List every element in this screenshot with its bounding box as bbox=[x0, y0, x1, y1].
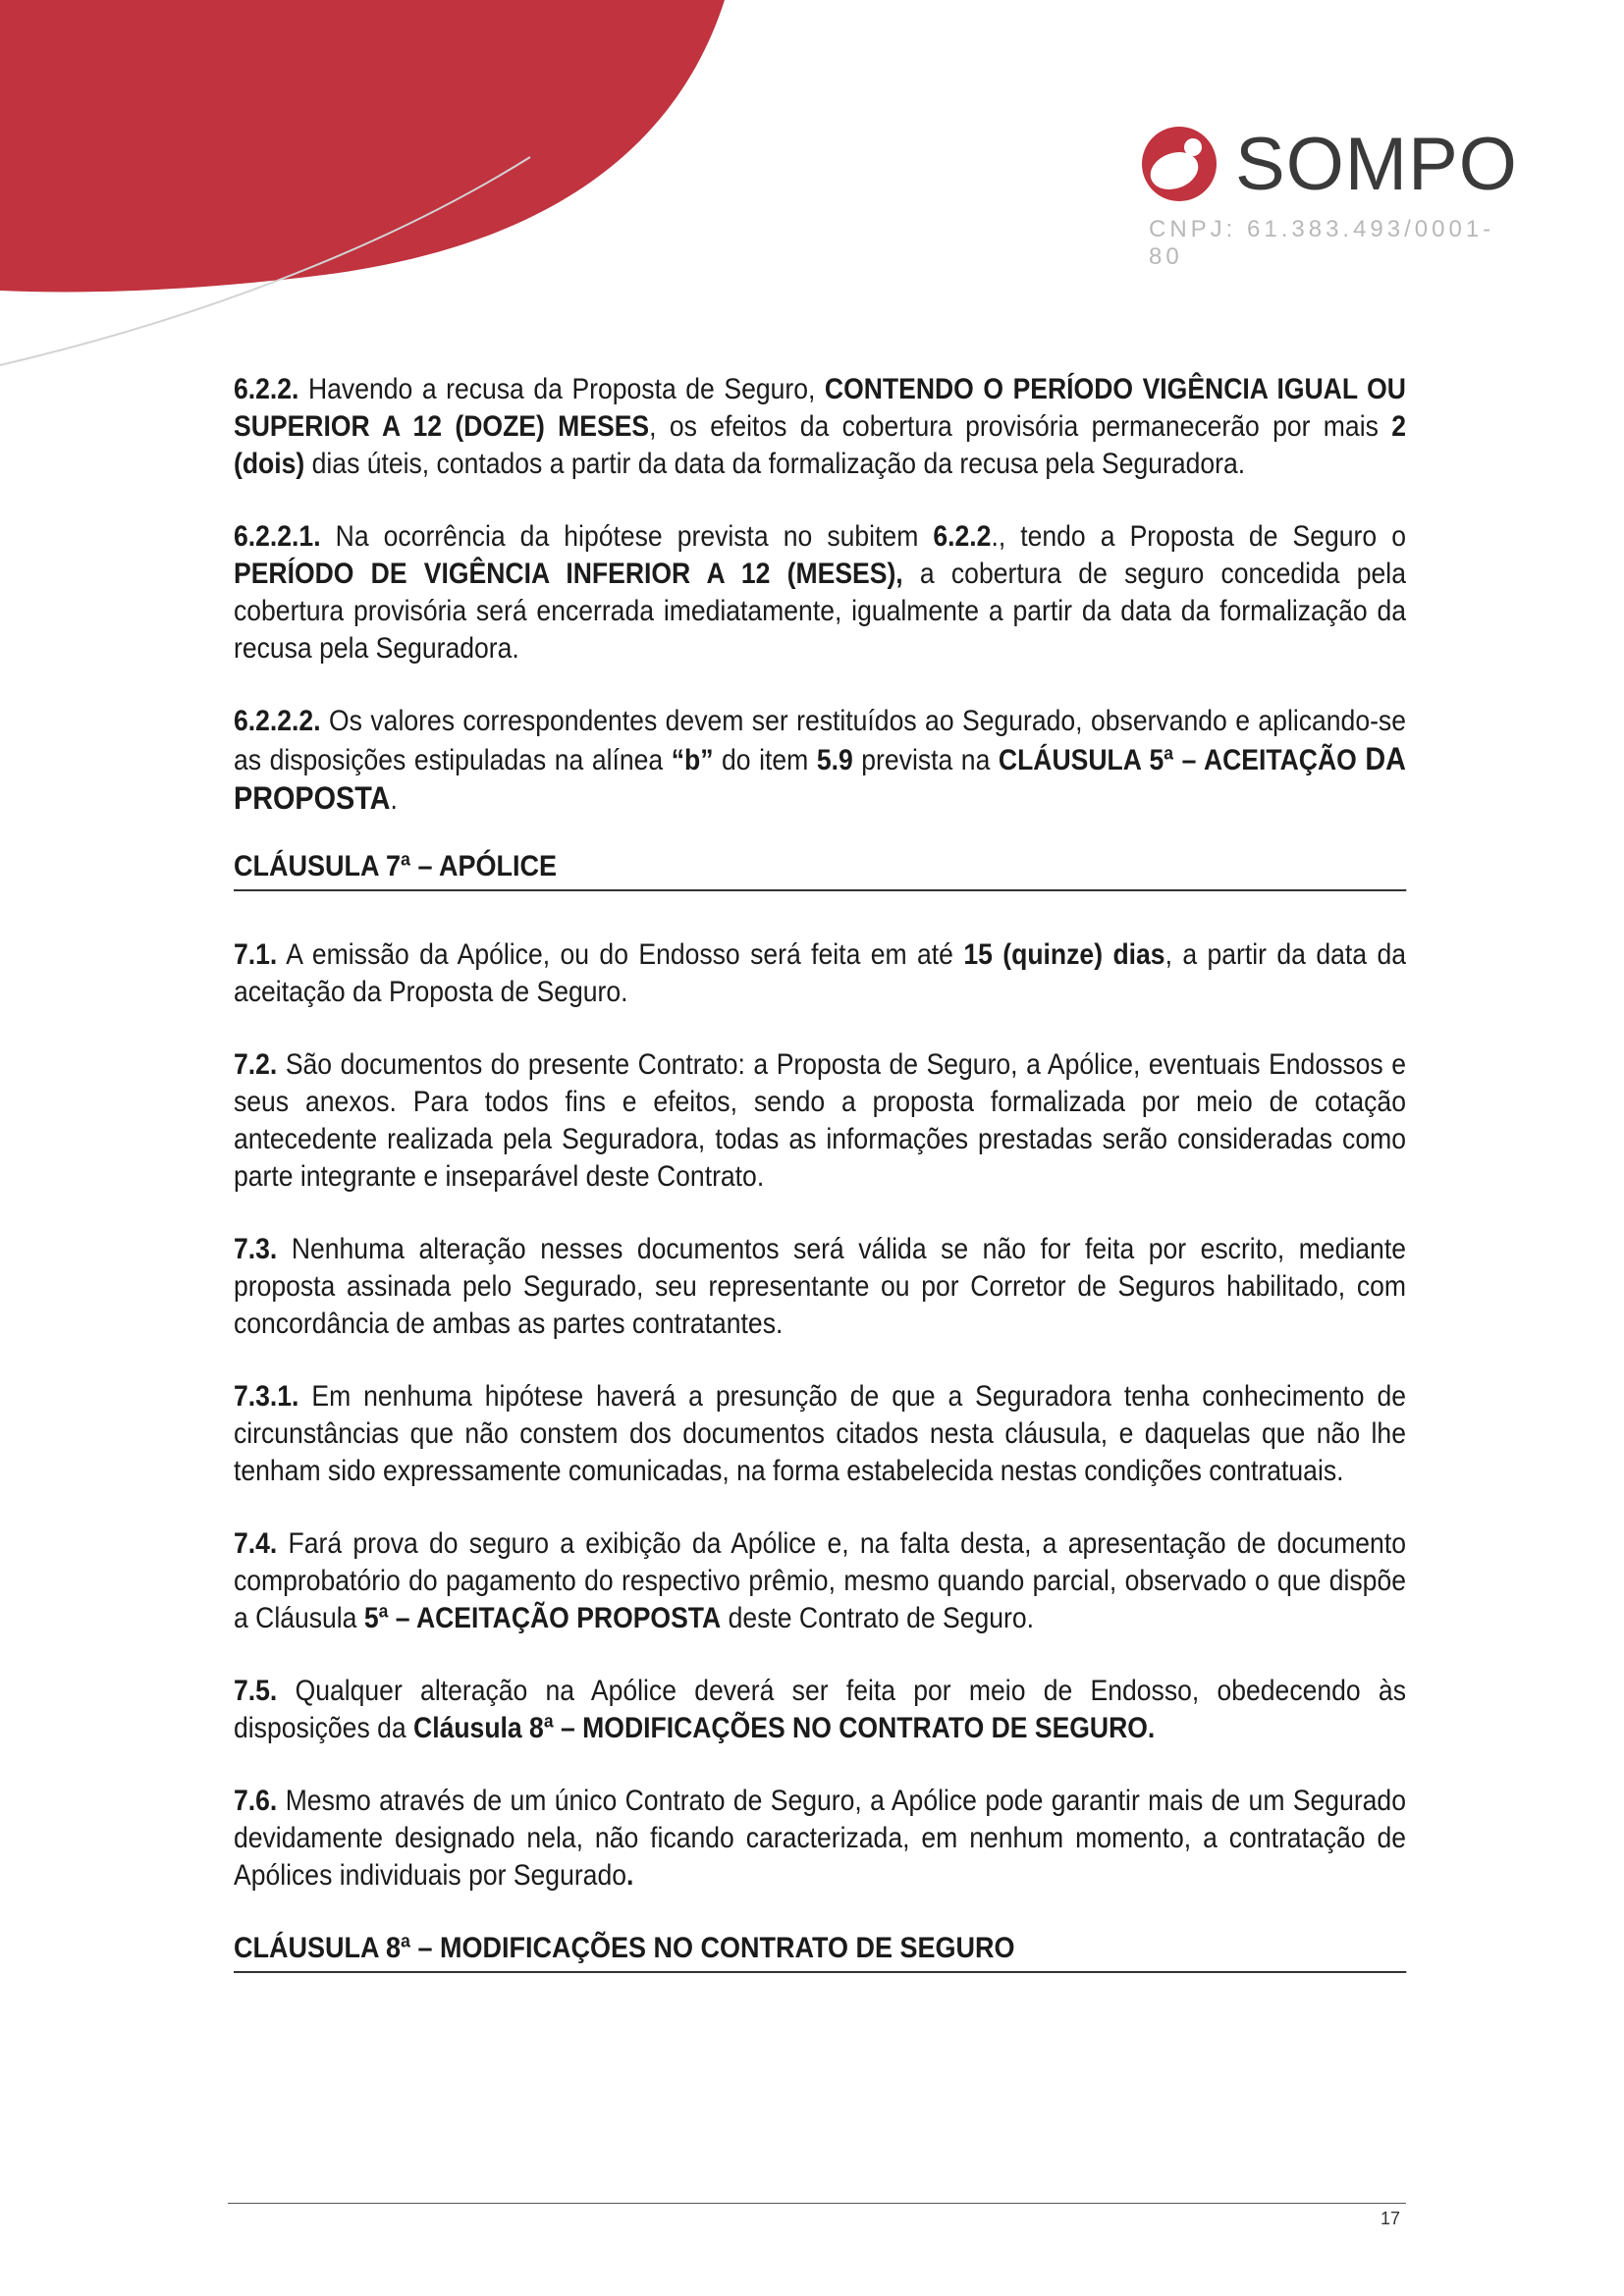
paragraph-6-2-2-1 bbox=[234, 518, 1406, 667]
text-run: São documentos do presente Contrato: a Proposta de Seguro, a Apólice, eventuais Endossos e seus anexos. Para todos fins e efeitos, sendo a proposta formalizada por meio de cotação antecedente realizada pela Seguradora, todas as informações prestadas serão consideradas como parte integrante e inseparável deste Contrato. bbox=[234, 1048, 1406, 1193]
bold-text-run: CONTENDO O PERÍODO VIGÊNCIA IGUAL OU SUPERIOR A 12 (DOZE) MESES bbox=[234, 373, 1406, 443]
heading-clausula-7: CLÁUSULA 7ª – APÓLICE bbox=[234, 848, 1406, 891]
bold-text-run: 7.1. bbox=[234, 938, 278, 971]
bold-text-run: Cláusula 8ª – MODIFICAÇÕES NO CONTRATO DE SEGURO. bbox=[413, 1712, 1156, 1744]
text-run: Os valores correspondentes devem ser restituídos ao Segurado, observando e aplicando-se as disposições estipuladas na alínea bbox=[234, 705, 1406, 776]
text-run: a cobertura de seguro concedida pela cobertura provisória será encerrada imediatamente, igualmente a partir da data da formalização da recusa pela Seguradora. bbox=[234, 558, 1406, 665]
paragraph-7-3 bbox=[234, 1231, 1406, 1343]
text-run: . bbox=[390, 783, 398, 816]
text-run: Qualquer alteração na Apólice deverá ser feita por meio de Endosso, obedecendo às disposições da bbox=[234, 1675, 1406, 1744]
cnpj-number: CNPJ: 61.383.493/0001-80 bbox=[1149, 216, 1495, 270]
bold-text-run: 6.2.2. bbox=[234, 373, 299, 405]
page-number: 17 bbox=[1380, 2209, 1401, 2228]
bold-text-run: 6.2.2.2. bbox=[234, 705, 321, 737]
text-run: prevista na bbox=[852, 744, 999, 776]
bold-text-run: 2 (dois) bbox=[234, 410, 1406, 480]
paragraph-7-4 bbox=[234, 1525, 1406, 1637]
sompo-logo-icon bbox=[1139, 124, 1219, 204]
brand-name: SOMPO bbox=[1235, 123, 1518, 206]
red-arc-shape bbox=[0, 0, 725, 292]
brand-header bbox=[1139, 116, 1518, 270]
bold-text-run: 5.9 bbox=[816, 744, 853, 776]
text-run: deste Contrato de Seguro. bbox=[721, 1602, 1035, 1634]
text-run: Mesmo através de um único Contrato de Seguro, a Apólice pode garantir mais de um Segurado devidamente designado nela, não ficando caracterizada, em nenhum momento, a contratação de Apólices individuais por Segurado bbox=[234, 1785, 1406, 1892]
bold-text-run: CLÁUSULA 5ª – ACEITAÇÃO bbox=[998, 744, 1357, 776]
bold-text-run: 7.2. bbox=[234, 1048, 278, 1081]
text-run: Havendo a recusa da Proposta de Seguro, bbox=[298, 373, 825, 405]
bold-text-run: 15 (quinze) dias bbox=[963, 938, 1165, 971]
paragraph-6-2-2 bbox=[234, 371, 1406, 483]
text-run: , a partir da data da aceitação da Proposta de Seguro. bbox=[234, 938, 1406, 1008]
paragraph-7-3-1 bbox=[234, 1378, 1406, 1490]
bold-text-run: 7.3. bbox=[234, 1233, 278, 1265]
bold-text-run: 7.3.1. bbox=[234, 1380, 299, 1413]
bold-text-run: 6.2.2.1. bbox=[234, 520, 321, 553]
bold-text-run: DA PROPOSTA bbox=[234, 741, 1406, 816]
bold-text-run: 7.5. bbox=[234, 1675, 278, 1707]
document-body bbox=[234, 371, 1406, 2018]
paragraph-7-1 bbox=[234, 936, 1406, 1011]
footer-rule bbox=[228, 2203, 1406, 2204]
bold-text-run: 5ª – ACEITAÇÃO PROPOSTA bbox=[363, 1602, 722, 1634]
paragraph-7-6 bbox=[234, 1783, 1406, 1895]
bold-text-run: 7.6. bbox=[234, 1785, 278, 1817]
bold-text-run: . bbox=[625, 1859, 634, 1892]
red-arc-decoration bbox=[0, 0, 746, 393]
bold-text-run: 6.2.2 bbox=[933, 520, 992, 553]
text-run: Em nenhuma hipótese haverá a presunção de que a Seguradora tenha conhecimento de circunstâncias que não constem dos documentos citados nesta cláusula, e daquelas que não lhe tenham sido expressamente comunicadas, na forma estabelecida nestas condições contratuais. bbox=[234, 1380, 1406, 1487]
text-run: Na ocorrência da hipótese prevista no subitem bbox=[320, 520, 934, 553]
text-run: A emissão da Apólice, ou do Endosso será feita em até bbox=[277, 938, 964, 971]
bold-text-run: 7.4. bbox=[234, 1527, 278, 1560]
text-run: Fará prova do seguro a exibição da Apólice e, na falta desta, a apresentação de documento comprobatório do pagamento do respectivo prêmio, mesmo quando parcial, observado o que dispõe a Cláusula bbox=[234, 1527, 1406, 1634]
text-run: ., tendo a Proposta de Seguro o bbox=[991, 520, 1406, 553]
bold-text-run: “b” bbox=[671, 744, 714, 776]
text-run: dias úteis, contados a partir da data da formalização da recusa pela Seguradora. bbox=[304, 448, 1246, 480]
text-run: , os efeitos da cobertura provisória permanecerão por mais bbox=[649, 410, 1392, 443]
paragraph-7-5 bbox=[234, 1673, 1406, 1747]
heading-clausula-8: CLÁUSULA 8ª – MODIFICAÇÕES NO CONTRATO DE SEGURO bbox=[234, 1930, 1406, 1973]
paragraph-6-2-2-2 bbox=[234, 703, 1406, 819]
text-run: do item bbox=[713, 744, 817, 776]
text-run: Nenhuma alteração nesses documentos será válida se não for feita por escrito, mediante proposta assinada pelo Segurado, seu representante ou por Corretor de Seguros habilitado, com concordância de ambas as partes contratantes. bbox=[234, 1233, 1406, 1340]
paragraph-7-2 bbox=[234, 1046, 1406, 1196]
bold-text-run: PERÍODO DE VIGÊNCIA INFERIOR A 12 (MESES), bbox=[234, 558, 903, 590]
